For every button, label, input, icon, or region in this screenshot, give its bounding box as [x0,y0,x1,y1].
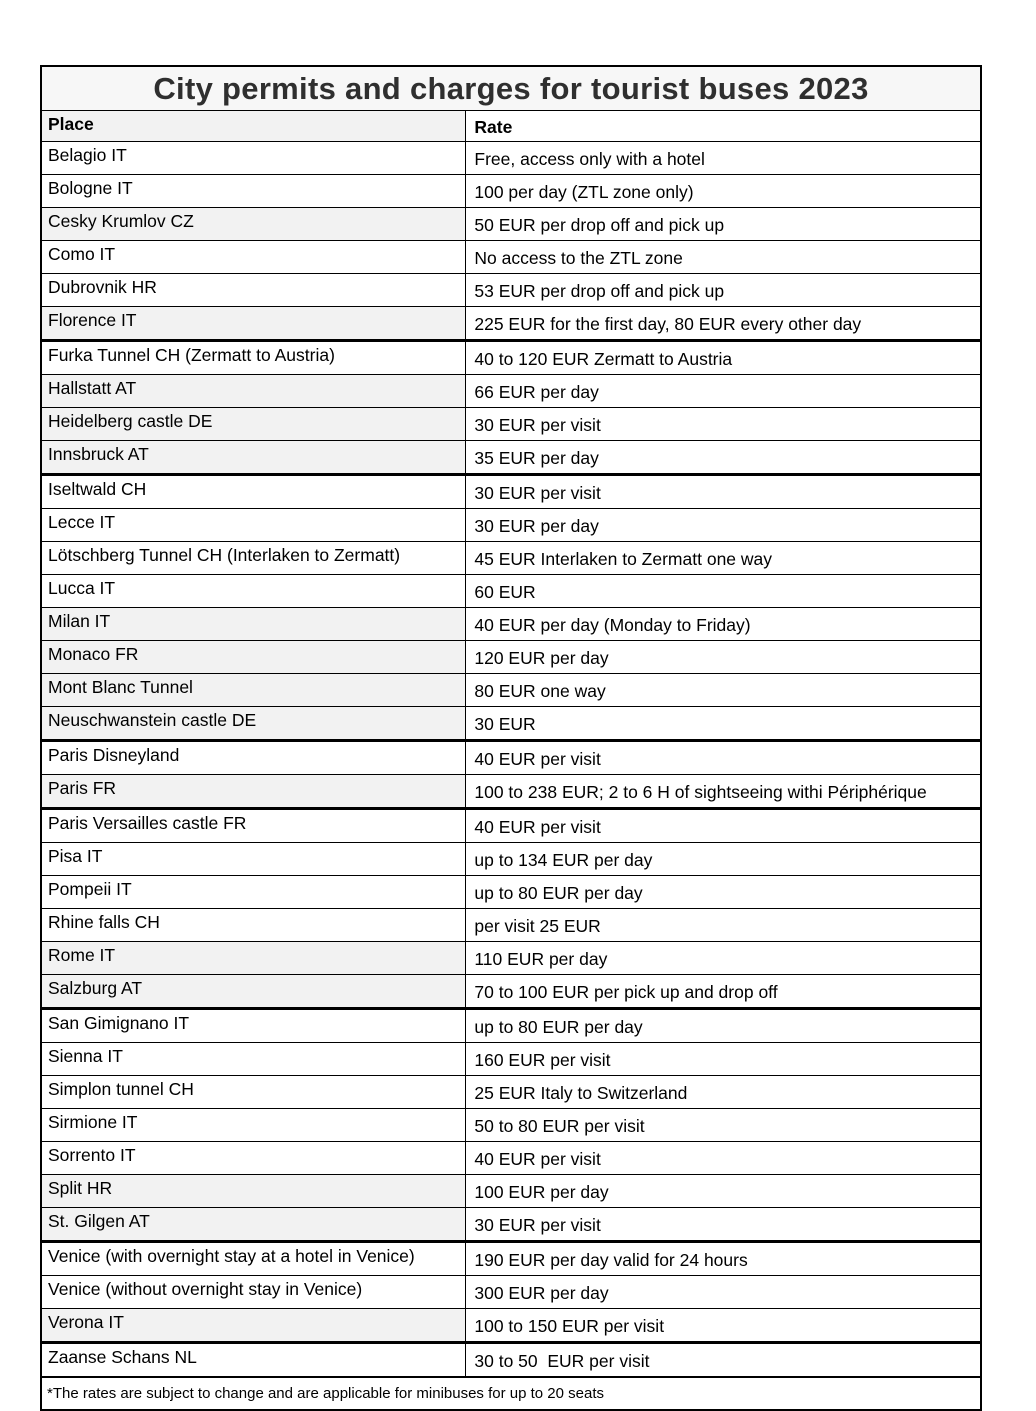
rate-cell: 66 EUR per day [466,375,981,408]
place-cell: Lecce IT [41,509,466,542]
table-row [41,175,981,208]
rate-cell: 60 EUR [466,575,981,608]
place-cell: Sienna IT [41,1043,466,1076]
title-row [41,66,981,111]
place-cell: Furka Tunnel CH (Zermatt to Austria) [41,341,466,375]
rate-cell: 160 EUR per visit [466,1043,981,1076]
place-cell: Monaco FR [41,641,466,674]
table-row [41,942,981,975]
rate-cell: 25 EUR Italy to Switzerland [466,1076,981,1109]
table-row [41,909,981,942]
table-row [41,674,981,707]
rate-cell: 100 to 150 EUR per visit [466,1309,981,1343]
rate-cell: No access to the ZTL zone [466,241,981,274]
place-cell: Sirmione IT [41,1109,466,1142]
place-cell: Simplon tunnel CH [41,1076,466,1109]
table-row [41,707,981,741]
place-cell: Heidelberg castle DE [41,408,466,441]
place-cell: Lötschberg Tunnel CH (Interlaken to Zermatt) [41,542,466,575]
table-row [41,876,981,909]
permits-table [40,65,982,1411]
rate-cell: 40 EUR per visit [466,741,981,775]
table-row [41,408,981,441]
place-cell: Innsbruck AT [41,441,466,475]
rate-cell: 53 EUR per drop off and pick up [466,274,981,307]
table-row [41,1309,981,1343]
table-row [41,274,981,307]
table-row [41,641,981,674]
rate-cell: up to 80 EUR per day [466,876,981,909]
place-cell: Mont Blanc Tunnel [41,674,466,707]
rate-cell: Free, access only with a hotel [466,142,981,175]
column-header-place: Place [41,111,466,142]
place-cell: Pompeii IT [41,876,466,909]
table-row [41,775,981,809]
rate-cell: 100 per day (ZTL zone only) [466,175,981,208]
place-cell: Lucca IT [41,575,466,608]
footnote: *The rates are subject to change and are applicable for minibuses for up to 20 seats [41,1377,981,1410]
rate-cell: 40 EUR per visit [466,1142,981,1175]
rate-cell: 30 EUR per visit [466,475,981,509]
rate-cell: 30 EUR per day [466,509,981,542]
place-cell: Florence IT [41,307,466,341]
place-cell: Paris FR [41,775,466,809]
place-cell: Rome IT [41,942,466,975]
rate-cell: up to 80 EUR per day [466,1009,981,1043]
rate-cell: per visit 25 EUR [466,909,981,942]
place-cell: Split HR [41,1175,466,1208]
rate-cell: 50 EUR per drop off and pick up [466,208,981,241]
table-row [41,341,981,375]
rate-cell: 100 EUR per day [466,1175,981,1208]
place-cell: Venice (without overnight stay in Venice) [41,1276,466,1309]
table-row [41,975,981,1009]
rate-cell: 80 EUR one way [466,674,981,707]
place-cell: Pisa IT [41,843,466,876]
table-row [41,1208,981,1242]
table-row [41,208,981,241]
place-cell: Neuschwanstein castle DE [41,707,466,741]
place-cell: San Gimignano IT [41,1009,466,1043]
place-cell: Iseltwald CH [41,475,466,509]
table-row [41,375,981,408]
table-body [41,142,981,1378]
table-row [41,1142,981,1175]
place-cell: Hallstatt AT [41,375,466,408]
table-row [41,441,981,475]
rate-cell: 30 EUR per visit [466,408,981,441]
rate-cell: 50 to 80 EUR per visit [466,1109,981,1142]
table-row [41,509,981,542]
place-cell: Paris Disneyland [41,741,466,775]
rate-cell: 190 EUR per day valid for 24 hours [466,1242,981,1276]
column-header-rate: Rate [466,111,981,142]
table-row [41,542,981,575]
place-cell: Venice (with overnight stay at a hotel in Venice) [41,1242,466,1276]
table-row [41,843,981,876]
place-cell: Dubrovnik HR [41,274,466,307]
table-row [41,1175,981,1208]
rate-cell: 40 to 120 EUR Zermatt to Austria [466,341,981,375]
rate-cell: 40 EUR per day (Monday to Friday) [466,608,981,641]
rate-cell: 70 to 100 EUR per pick up and drop off [466,975,981,1009]
rate-cell: 100 to 238 EUR; 2 to 6 H of sightseeing withi Périphérique [466,775,981,809]
table-row [41,1109,981,1142]
table-row [41,1276,981,1309]
table-row [41,575,981,608]
table-row [41,142,981,175]
place-cell: Zaanse Schans NL [41,1343,466,1378]
table-row [41,1242,981,1276]
table-row [41,1043,981,1076]
rate-cell: 30 EUR [466,707,981,741]
place-cell: Como IT [41,241,466,274]
rate-cell: 35 EUR per day [466,441,981,475]
place-cell: Verona IT [41,1309,466,1343]
page-title: City permits and charges for tourist buses 2023 [41,66,981,111]
place-cell: Sorrento IT [41,1142,466,1175]
table-row [41,1009,981,1043]
rate-cell: 40 EUR per visit [466,809,981,843]
rate-cell: 110 EUR per day [466,942,981,975]
footnote-row [41,1377,981,1410]
place-cell: Rhine falls CH [41,909,466,942]
place-cell: Salzburg AT [41,975,466,1009]
place-cell: St. Gilgen AT [41,1208,466,1242]
place-cell: Belagio IT [41,142,466,175]
rate-cell: 300 EUR per day [466,1276,981,1309]
place-cell: Paris Versailles castle FR [41,809,466,843]
place-cell: Bologne IT [41,175,466,208]
place-cell: Cesky Krumlov CZ [41,208,466,241]
table-row [41,475,981,509]
rate-cell: 45 EUR Interlaken to Zermatt one way [466,542,981,575]
table-row [41,1343,981,1378]
table-row [41,307,981,341]
rate-cell: 120 EUR per day [466,641,981,674]
header-row [41,111,981,142]
place-cell: Milan IT [41,608,466,641]
rate-cell: 30 EUR per visit [466,1208,981,1242]
rate-cell: 30 to 50 EUR per visit [466,1343,981,1378]
rate-cell: 225 EUR for the first day, 80 EUR every other day [466,307,981,341]
table-row [41,1076,981,1109]
table-row [41,741,981,775]
table-row [41,809,981,843]
table-row [41,241,981,274]
rate-cell: up to 134 EUR per day [466,843,981,876]
table-row [41,608,981,641]
